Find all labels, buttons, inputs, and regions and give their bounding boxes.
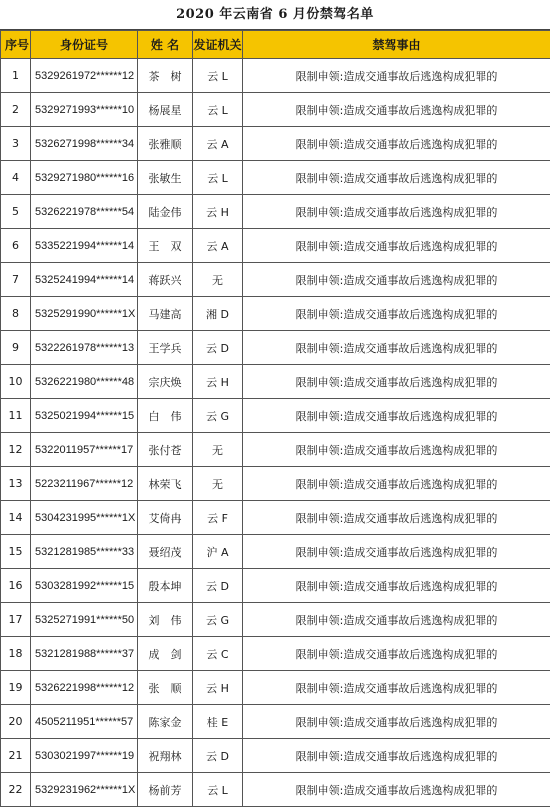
table-row bbox=[1, 127, 550, 161]
row-number-cell: 21 bbox=[1, 739, 31, 773]
authority-cell: 云 A bbox=[193, 127, 243, 161]
row-number-cell: 11 bbox=[1, 399, 31, 433]
id-number-cell: 5329271980******16 bbox=[31, 161, 138, 195]
authority-cell: 云 D bbox=[193, 569, 243, 603]
id-number-cell: 4505211951******57 bbox=[31, 705, 138, 739]
id-number-cell: 5329231962******1X bbox=[31, 773, 138, 807]
row-number-cell: 9 bbox=[1, 331, 31, 365]
id-number-cell: 5326221980******48 bbox=[31, 365, 138, 399]
id-number-cell: 5325291990******1X bbox=[31, 297, 138, 331]
reason-cell: 限制申领:造成交通事故后逃逸构成犯罪的 bbox=[243, 59, 550, 93]
row-number-cell: 6 bbox=[1, 229, 31, 263]
id-number-cell: 5321281985******33 bbox=[31, 535, 138, 569]
id-number-cell: 5325241994******14 bbox=[31, 263, 138, 297]
reason-cell: 限制申领:造成交通事故后逃逸构成犯罪的 bbox=[243, 161, 550, 195]
row-number-cell: 1 bbox=[1, 59, 31, 93]
table-row bbox=[1, 161, 550, 195]
authority-cell: 云 F bbox=[193, 501, 243, 535]
row-number-cell: 8 bbox=[1, 297, 31, 331]
id-number-cell: 5326271998******34 bbox=[31, 127, 138, 161]
row-number-cell: 10 bbox=[1, 365, 31, 399]
reason-cell: 限制申领:造成交通事故后逃逸构成犯罪的 bbox=[243, 93, 550, 127]
row-number-cell: 18 bbox=[1, 637, 31, 671]
row-number-cell: 22 bbox=[1, 773, 31, 807]
authority-cell: 湘 D bbox=[193, 297, 243, 331]
id-number-cell: 5303281992******15 bbox=[31, 569, 138, 603]
name-cell: 马建高 bbox=[138, 297, 193, 331]
table-row bbox=[1, 195, 550, 229]
table-row bbox=[1, 433, 550, 467]
authority-cell: 云 G bbox=[193, 603, 243, 637]
row-number-cell: 4 bbox=[1, 161, 31, 195]
reason-cell: 限制申领:造成交通事故后逃逸构成犯罪的 bbox=[243, 433, 550, 467]
id-number-cell: 5322011957******17 bbox=[31, 433, 138, 467]
reason-cell: 限制申领:造成交通事故后逃逸构成犯罪的 bbox=[243, 127, 550, 161]
name-cell: 张付苍 bbox=[138, 433, 193, 467]
authority-cell: 云 L bbox=[193, 93, 243, 127]
reason-cell: 限制申领:造成交通事故后逃逸构成犯罪的 bbox=[243, 603, 550, 637]
row-number-cell: 14 bbox=[1, 501, 31, 535]
row-number-cell: 13 bbox=[1, 467, 31, 501]
header-authority: 发证机关 bbox=[193, 31, 243, 59]
id-number-cell: 5303021997******19 bbox=[31, 739, 138, 773]
authority-cell: 无 bbox=[193, 467, 243, 501]
authority-cell: 云 C bbox=[193, 637, 243, 671]
name-cell: 茶 树 bbox=[138, 59, 193, 93]
row-number-cell: 5 bbox=[1, 195, 31, 229]
name-cell: 张敏生 bbox=[138, 161, 193, 195]
reason-cell: 限制申领:造成交通事故后逃逸构成犯罪的 bbox=[243, 535, 550, 569]
authority-cell: 桂 E bbox=[193, 705, 243, 739]
id-number-cell: 5326221998******12 bbox=[31, 671, 138, 705]
name-cell: 杨展星 bbox=[138, 93, 193, 127]
table-row bbox=[1, 297, 550, 331]
table-row bbox=[1, 671, 550, 705]
authority-cell: 无 bbox=[193, 433, 243, 467]
row-number-cell: 2 bbox=[1, 93, 31, 127]
name-cell: 张雅顺 bbox=[138, 127, 193, 161]
name-cell: 刘 伟 bbox=[138, 603, 193, 637]
reason-cell: 限制申领:造成交通事故后逃逸构成犯罪的 bbox=[243, 263, 550, 297]
reason-cell: 限制申领:造成交通事故后逃逸构成犯罪的 bbox=[243, 229, 550, 263]
reason-cell: 限制申领:造成交通事故后逃逸构成犯罪的 bbox=[243, 705, 550, 739]
name-cell: 张 顺 bbox=[138, 671, 193, 705]
header-no: 序号 bbox=[1, 31, 31, 59]
reason-cell: 限制申领:造成交通事故后逃逸构成犯罪的 bbox=[243, 467, 550, 501]
table-row bbox=[1, 331, 550, 365]
id-number-cell: 5329261972******12 bbox=[31, 59, 138, 93]
name-cell: 白 伟 bbox=[138, 399, 193, 433]
name-cell: 聂绍茂 bbox=[138, 535, 193, 569]
name-cell: 杨前芳 bbox=[138, 773, 193, 807]
name-cell: 林荣飞 bbox=[138, 467, 193, 501]
authority-cell: 云 L bbox=[193, 773, 243, 807]
table-row bbox=[1, 773, 550, 807]
table-row bbox=[1, 739, 550, 773]
table-row bbox=[1, 603, 550, 637]
name-cell: 艾倚冉 bbox=[138, 501, 193, 535]
id-number-cell: 5223211967******12 bbox=[31, 467, 138, 501]
reason-cell: 限制申领:造成交通事故后逃逸构成犯罪的 bbox=[243, 739, 550, 773]
table-row bbox=[1, 399, 550, 433]
authority-cell: 云 H bbox=[193, 671, 243, 705]
page-title: 2020 年云南省 6 月份禁驾名单 bbox=[0, 0, 550, 30]
header-id: 身份证号 bbox=[31, 31, 138, 59]
row-number-cell: 19 bbox=[1, 671, 31, 705]
name-cell: 陆金伟 bbox=[138, 195, 193, 229]
table-row bbox=[1, 637, 550, 671]
reason-cell: 限制申领:造成交通事故后逃逸构成犯罪的 bbox=[243, 637, 550, 671]
table-row bbox=[1, 59, 550, 93]
row-number-cell: 7 bbox=[1, 263, 31, 297]
authority-cell: 云 G bbox=[193, 399, 243, 433]
table-row bbox=[1, 535, 550, 569]
reason-cell: 限制申领:造成交通事故后逃逸构成犯罪的 bbox=[243, 671, 550, 705]
table-row bbox=[1, 501, 550, 535]
reason-cell: 限制申领:造成交通事故后逃逸构成犯罪的 bbox=[243, 365, 550, 399]
reason-cell: 限制申领:造成交通事故后逃逸构成犯罪的 bbox=[243, 773, 550, 807]
table-row bbox=[1, 705, 550, 739]
reason-cell: 限制申领:造成交通事故后逃逸构成犯罪的 bbox=[243, 399, 550, 433]
name-cell: 蒋跃兴 bbox=[138, 263, 193, 297]
row-number-cell: 20 bbox=[1, 705, 31, 739]
authority-cell: 沪 A bbox=[193, 535, 243, 569]
row-number-cell: 3 bbox=[1, 127, 31, 161]
reason-cell: 限制申领:造成交通事故后逃逸构成犯罪的 bbox=[243, 569, 550, 603]
authority-cell: 云 H bbox=[193, 195, 243, 229]
authority-cell: 云 L bbox=[193, 59, 243, 93]
name-cell: 宗庆焕 bbox=[138, 365, 193, 399]
reason-cell: 限制申领:造成交通事故后逃逸构成犯罪的 bbox=[243, 501, 550, 535]
id-number-cell: 5304231995******1X bbox=[31, 501, 138, 535]
row-number-cell: 16 bbox=[1, 569, 31, 603]
table-row bbox=[1, 467, 550, 501]
id-number-cell: 5322261978******13 bbox=[31, 331, 138, 365]
id-number-cell: 5325021994******15 bbox=[31, 399, 138, 433]
id-number-cell: 5329271993******10 bbox=[31, 93, 138, 127]
reason-cell: 限制申领:造成交通事故后逃逸构成犯罪的 bbox=[243, 331, 550, 365]
row-number-cell: 12 bbox=[1, 433, 31, 467]
name-cell: 成 剑 bbox=[138, 637, 193, 671]
authority-cell: 云 D bbox=[193, 739, 243, 773]
id-number-cell: 5326221978******54 bbox=[31, 195, 138, 229]
name-cell: 祝翔林 bbox=[138, 739, 193, 773]
name-cell: 陈家金 bbox=[138, 705, 193, 739]
id-number-cell: 5325271991******50 bbox=[31, 603, 138, 637]
reason-cell: 限制申领:造成交通事故后逃逸构成犯罪的 bbox=[243, 195, 550, 229]
row-number-cell: 17 bbox=[1, 603, 31, 637]
row-number-cell: 15 bbox=[1, 535, 31, 569]
name-cell: 王 双 bbox=[138, 229, 193, 263]
id-number-cell: 5321281988******37 bbox=[31, 637, 138, 671]
table-body bbox=[1, 59, 550, 807]
header-reason: 禁驾事由 bbox=[243, 31, 550, 59]
header-row bbox=[1, 31, 550, 59]
header-name: 姓 名 bbox=[138, 31, 193, 59]
authority-cell: 云 L bbox=[193, 161, 243, 195]
table-row bbox=[1, 229, 550, 263]
authority-cell: 云 A bbox=[193, 229, 243, 263]
table-row bbox=[1, 263, 550, 297]
id-number-cell: 5335221994******14 bbox=[31, 229, 138, 263]
table-row bbox=[1, 93, 550, 127]
reason-cell: 限制申领:造成交通事故后逃逸构成犯罪的 bbox=[243, 297, 550, 331]
table-row bbox=[1, 569, 550, 603]
authority-cell: 云 H bbox=[193, 365, 243, 399]
name-cell: 王学兵 bbox=[138, 331, 193, 365]
table-row bbox=[1, 365, 550, 399]
ban-list-table bbox=[0, 30, 550, 807]
authority-cell: 无 bbox=[193, 263, 243, 297]
authority-cell: 云 D bbox=[193, 331, 243, 365]
name-cell: 殷本坤 bbox=[138, 569, 193, 603]
